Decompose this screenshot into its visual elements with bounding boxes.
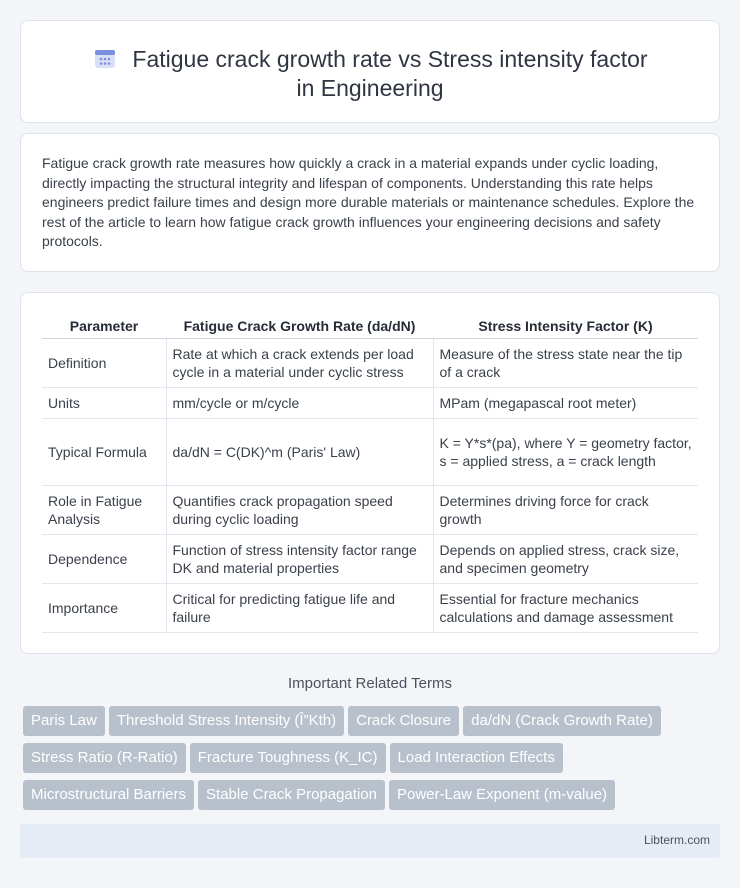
tag-crack-closure[interactable]: Crack Closure bbox=[348, 706, 459, 736]
table-row bbox=[42, 535, 698, 584]
row-crack-growth-value: Function of stress intensity factor range DK and material properties bbox=[166, 535, 433, 584]
row-crack-growth-value: Quantifies crack propagation speed during cyclic loading bbox=[166, 486, 433, 535]
row-label: Typical Formula bbox=[42, 419, 166, 486]
row-crack-growth-value: mm/cycle or m/cycle bbox=[166, 388, 433, 419]
tag-row bbox=[23, 743, 723, 780]
row-crack-growth-value: Critical for predicting fatigue life and failure bbox=[166, 584, 433, 633]
intro-paragraph: Fatigue crack growth rate measures how quickly a crack in a material expands under cyclic loading, directly impacting the structural integrity and lifespan of components. Understanding this rate helps engineers predict failure times and design more durable materials or maintenance schedules. Explore the rest of the article to learn how fatigue crack growth influences your engineering decisions and safety protocols. bbox=[42, 155, 695, 249]
row-stress-intensity-value: K = Y*s*(pa), where Y = geometry factor, s = applied stress, a = crack length bbox=[433, 419, 698, 486]
header-crack-growth-rate: Fatigue Crack Growth Rate (da/dN) bbox=[166, 315, 433, 339]
header-stress-intensity-factor: Stress Intensity Factor (K) bbox=[433, 315, 698, 339]
footer-site-link[interactable]: Libterm.com bbox=[643, 833, 710, 847]
page-title: Fatigue crack growth rate vs Stress intensity factor in Engineering bbox=[132, 46, 648, 101]
tag-stress-ratio[interactable]: Stress Ratio (R-Ratio) bbox=[23, 743, 186, 773]
row-label: Units bbox=[42, 388, 166, 419]
table-row bbox=[42, 486, 698, 535]
row-stress-intensity-value: Essential for fracture mechanics calculations and damage assessment bbox=[433, 584, 698, 633]
tag-load-interaction-effects[interactable]: Load Interaction Effects bbox=[390, 743, 563, 773]
table-row bbox=[42, 584, 698, 633]
tag-threshold-stress-intensity[interactable]: Threshold Stress Intensity (Î”Kth) bbox=[109, 706, 344, 736]
tag-row bbox=[23, 706, 723, 743]
row-crack-growth-value: da/dN = C(DK)^m (Paris' Law) bbox=[166, 419, 433, 486]
page-title-block bbox=[21, 45, 719, 103]
table-header-row bbox=[42, 315, 698, 339]
intro-card bbox=[20, 133, 720, 272]
row-label: Importance bbox=[42, 584, 166, 633]
title-card bbox=[20, 20, 720, 123]
row-crack-growth-value: Rate at which a crack extends per load cycle in a material under cyclic stress bbox=[166, 339, 433, 388]
tag-power-law-exponent[interactable]: Power-Law Exponent (m-value) bbox=[389, 780, 615, 810]
table-row bbox=[42, 339, 698, 388]
row-stress-intensity-value: Determines driving force for crack growth bbox=[433, 486, 698, 535]
table-row bbox=[42, 419, 698, 486]
comparison-table bbox=[42, 315, 698, 633]
row-label: Dependence bbox=[42, 535, 166, 584]
header-parameter: Parameter bbox=[42, 315, 166, 339]
comparison-card bbox=[20, 292, 720, 654]
row-stress-intensity-value: Measure of the stress state near the tip of a crack bbox=[433, 339, 698, 388]
tag-crack-growth-rate[interactable]: da/dN (Crack Growth Rate) bbox=[463, 706, 661, 736]
table-row bbox=[42, 388, 698, 419]
row-label: Role in Fatigue Analysis bbox=[42, 486, 166, 535]
footer bbox=[20, 824, 720, 858]
tag-row bbox=[23, 780, 723, 817]
tag-stable-crack-propagation[interactable]: Stable Crack Propagation bbox=[198, 780, 385, 810]
tag-paris-law[interactable]: Paris Law bbox=[23, 706, 105, 736]
row-stress-intensity-value: Depends on applied stress, crack size, and specimen geometry bbox=[433, 535, 698, 584]
calendar-grid-icon bbox=[92, 48, 118, 70]
related-terms-heading: Important Related Terms bbox=[288, 675, 452, 692]
row-label: Definition bbox=[42, 339, 166, 388]
row-stress-intensity-value: MPam (megapascal root meter) bbox=[433, 388, 698, 419]
tag-fracture-toughness[interactable]: Fracture Toughness (K_IC) bbox=[190, 743, 386, 773]
tag-microstructural-barriers[interactable]: Microstructural Barriers bbox=[23, 780, 194, 810]
related-terms-list bbox=[23, 706, 723, 817]
